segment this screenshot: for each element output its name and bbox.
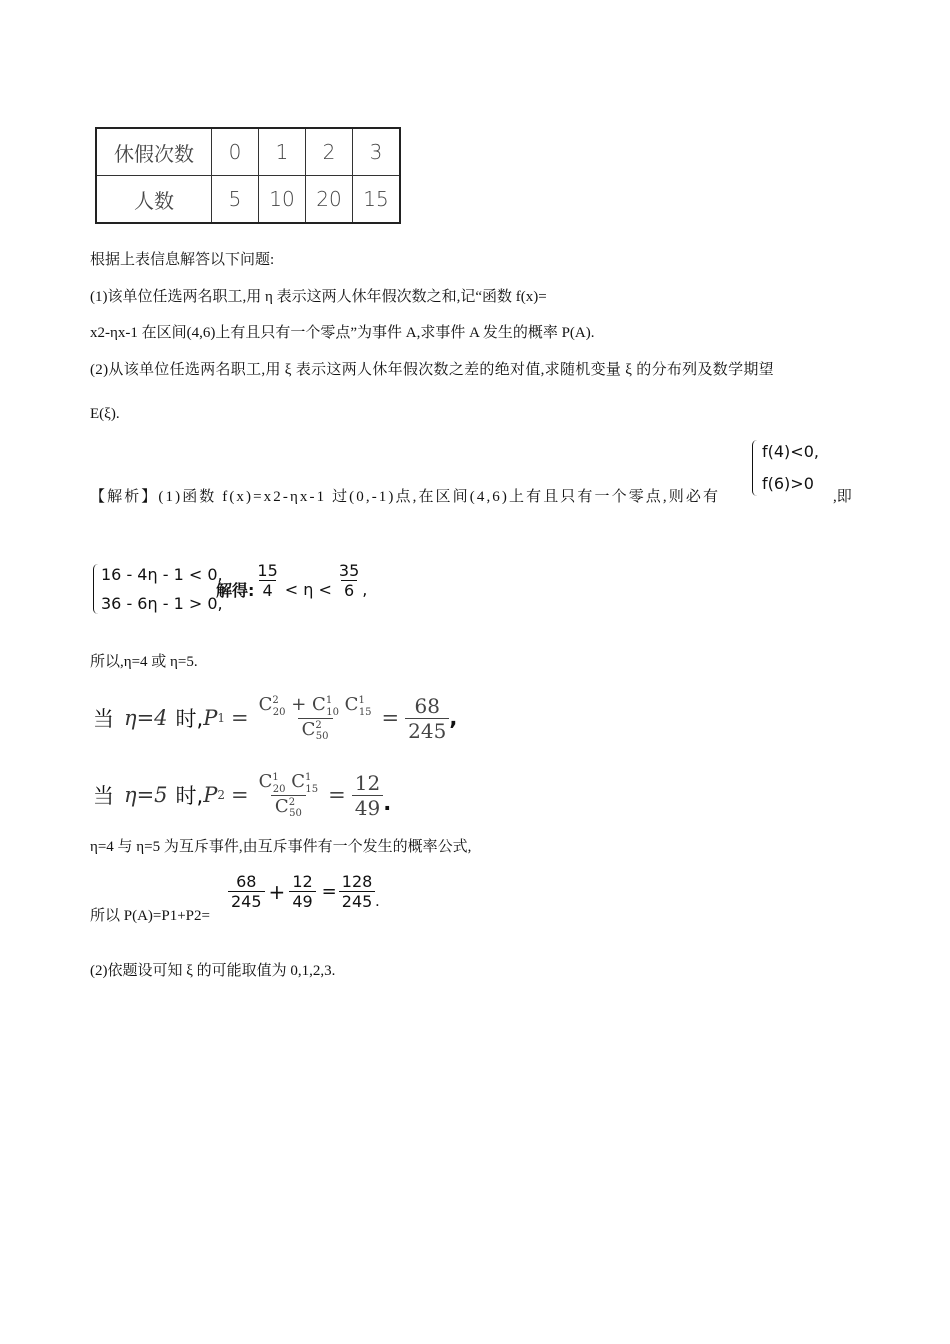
- plus-sign: +: [268, 879, 286, 904]
- table-row-header: [96, 128, 400, 176]
- question1-line2: x2-ηx-1 在区间(4,6)上有且只有一个零点”为事件 A,求事件 A 发生的概率 P(A).: [90, 325, 595, 341]
- question2-line2: E(ξ).: [90, 406, 120, 422]
- inequality-2: 36 - 6η - 1 > 0,: [101, 594, 223, 613]
- combination-fraction-2: [255, 771, 323, 819]
- combination-fraction-1: [255, 694, 376, 742]
- sum-fraction-a: [228, 872, 265, 911]
- case-eta: η=5: [124, 783, 168, 807]
- brace-icon: [752, 440, 757, 496]
- table-value-2: 20: [306, 176, 353, 224]
- equals-sign: =: [231, 783, 249, 807]
- case-eta-5: [93, 765, 391, 825]
- probability-symbol: P: [203, 706, 218, 730]
- fraction-numerator: 15: [257, 561, 278, 580]
- mutual-exclusion-text: η=4 与 η=5 为互斥事件,由互斥事件有一个发生的概率公式,: [90, 839, 472, 855]
- condition-1: f(4)<0,: [762, 442, 819, 461]
- case-time: 时,: [175, 784, 204, 808]
- fraction-upper: [336, 561, 362, 600]
- combination-numerator: $C^2_{20} + C^1_{10}$ $C^1_{15}$: [258, 693, 372, 718]
- punctuation: .: [375, 893, 380, 910]
- eta-values: 所以,η=4 或 η=5.: [90, 654, 198, 670]
- table-row-label: 人数: [96, 176, 212, 224]
- fraction-numerator: 68: [236, 872, 257, 891]
- case-eta: η=4: [124, 706, 168, 730]
- equals-sign: =: [321, 881, 337, 902]
- sum-fraction-b: [289, 872, 315, 911]
- table-value-1: 10: [259, 176, 306, 224]
- probability-symbol: P: [203, 783, 218, 807]
- equals-sign: =: [328, 783, 346, 807]
- fraction-numerator: 12: [292, 872, 313, 891]
- fraction-lower: [254, 561, 280, 600]
- table-header-label: 休假次数: [96, 128, 212, 176]
- punctuation: ,: [362, 580, 368, 599]
- question2-line1: (2)从该单位任选两名职工,用 ξ 表示这两人休年假次数之差的绝对值,求随机变量 ξ 的分布列及数学期望: [90, 362, 774, 378]
- table-value-0: 5: [212, 176, 259, 224]
- sum-lead: 所以 P(A)=P1+P2=: [90, 908, 210, 924]
- eta-range-operator: < η <: [284, 580, 332, 599]
- table-col-3: 3: [353, 128, 401, 176]
- combination-denominator: $C^2_{50}$: [298, 718, 333, 743]
- case-when: 当: [93, 784, 114, 808]
- combination-denominator: $C^2_{50}$: [271, 795, 306, 820]
- punctuation: .: [383, 791, 392, 815]
- fraction-denominator: 245: [339, 891, 376, 911]
- fraction-numerator: 68: [414, 693, 440, 718]
- intro-text: 根据上表信息解答以下问题:: [90, 252, 275, 268]
- solution-lead-tail: ,即: [833, 489, 852, 505]
- equals-sign: =: [231, 706, 249, 730]
- fraction-denominator: 49: [289, 891, 315, 911]
- solution-lead: 【解析】(1)函数 f(x)=x2-ηx-1 过(0,-1)点,在区间(4,6)上有且只有一个零点,则必有: [90, 489, 721, 505]
- question1-line1: (1)该单位任选两名职工,用 η 表示这两人休年假次数之和,记“函数 f(x)=: [90, 289, 547, 305]
- probability-subscript: 2: [217, 788, 226, 802]
- fraction-denominator: 245: [228, 891, 265, 911]
- fraction-denominator: 4: [259, 580, 275, 600]
- eta-bounds: [216, 561, 368, 601]
- result-fraction-2: [352, 771, 383, 820]
- case-when: 当: [93, 707, 114, 731]
- table-col-0: 0: [212, 128, 259, 176]
- question2-solution: (2)依题设可知 ξ 的可能取值为 0,1,2,3.: [90, 963, 336, 979]
- inequality-1: 16 - 4η - 1 < 0,: [101, 565, 223, 584]
- combination-numerator: $C^1_{20}$ $C^1_{15}$: [258, 770, 319, 795]
- solve-word: 解得:: [216, 581, 255, 600]
- inequality-system: [93, 562, 393, 620]
- punctuation: ,: [449, 706, 458, 730]
- sum-fraction-result: [339, 872, 376, 911]
- equals-sign: =: [381, 706, 400, 730]
- table-value-3: 15: [353, 176, 401, 224]
- table-col-2: 2: [306, 128, 353, 176]
- sum-expression: [228, 872, 379, 911]
- result-fraction-1: [405, 694, 449, 743]
- leave-count-table: [95, 127, 401, 224]
- case-time: 时,: [175, 707, 204, 731]
- condition-2: f(6)>0: [762, 474, 814, 493]
- fraction-denominator: 6: [341, 580, 357, 600]
- fraction-denominator: 245: [405, 718, 449, 743]
- fraction-numerator: 35: [338, 561, 360, 580]
- probability-subscript: 1: [217, 711, 226, 725]
- brace-icon: [93, 564, 98, 614]
- table-row-values: [96, 176, 400, 224]
- fraction-numerator: 128: [341, 872, 373, 891]
- table-col-1: 1: [259, 128, 306, 176]
- fraction-denominator: 49: [352, 795, 383, 820]
- case-eta-4: [93, 688, 457, 748]
- fraction-numerator: 12: [354, 770, 381, 795]
